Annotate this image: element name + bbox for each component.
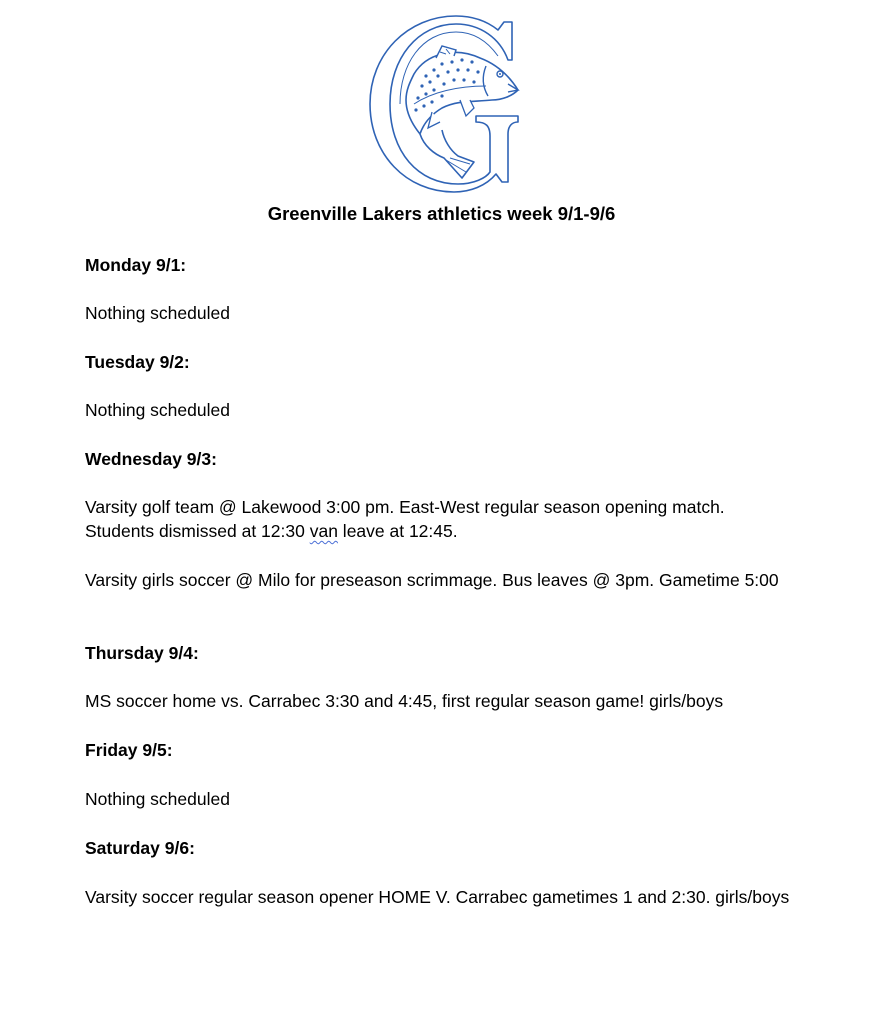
- event-wednesday-golf-line1: Varsity golf team @ Lakewood 3:00 pm. East-West regular season opening match.: [85, 497, 725, 517]
- spellcheck-flagged-word: van: [309, 521, 338, 541]
- school-logo: [362, 12, 524, 194]
- event-saturday: Varsity soccer regular season opener HOME V. Carrabec gametimes 1 and 2:30. girls/boys: [85, 887, 790, 907]
- event-wednesday-soccer: Varsity girls soccer @ Milo for preseason scrimmage. Bus leaves @ 3pm. Gametime 5:00: [85, 570, 779, 590]
- day-heading-monday: Monday 9/1:: [85, 255, 187, 275]
- page-title: Greenville Lakers athletics week 9/1-9/6: [267, 203, 616, 224]
- day-heading-saturday: Saturday 9/6:: [85, 838, 195, 858]
- greenville-g-fish-logo-icon: [362, 12, 524, 194]
- event-monday: Nothing scheduled: [85, 303, 230, 323]
- day-heading-friday: Friday 9/5:: [85, 740, 173, 760]
- event-friday: Nothing scheduled: [85, 789, 230, 809]
- event-thursday: MS soccer home vs. Carrabec 3:30 and 4:45, first regular season game! girls/boys: [85, 691, 724, 711]
- day-heading-thursday: Thursday 9/4:: [85, 643, 199, 663]
- day-heading-wednesday: Wednesday 9/3:: [85, 449, 217, 469]
- day-heading-tuesday: Tuesday 9/2:: [85, 352, 190, 372]
- event-tuesday: Nothing scheduled: [85, 400, 230, 420]
- event-wednesday-golf: [85, 495, 805, 543]
- event-wednesday-golf-line2: Students dismissed at 12:30 van leave at 12:45.: [85, 521, 458, 541]
